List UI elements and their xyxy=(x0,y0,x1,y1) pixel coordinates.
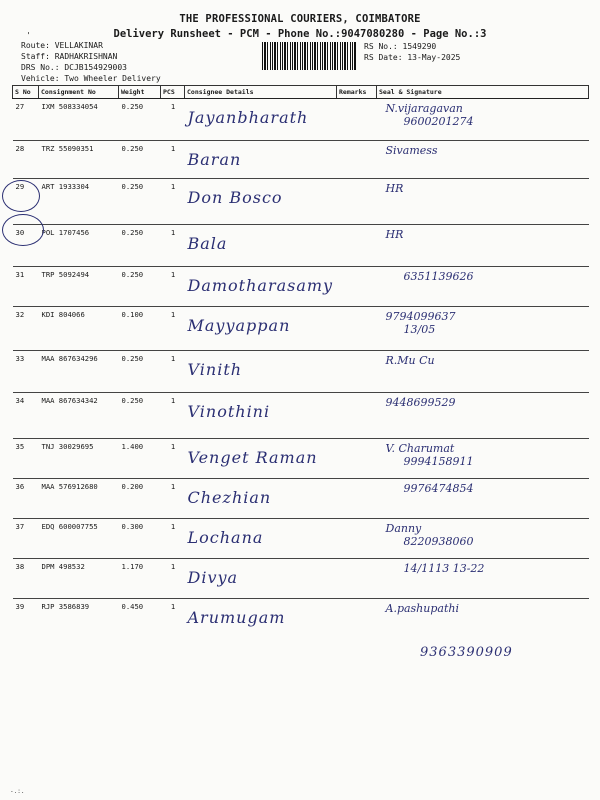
table-row xyxy=(13,439,589,479)
table-row xyxy=(13,599,589,639)
column-header: Seal & Signature xyxy=(377,86,589,99)
seal-signature-cell xyxy=(377,307,589,351)
weight-cell: 0.250 xyxy=(119,267,161,307)
ink-circle xyxy=(2,214,44,246)
handwritten-consignee-name: Lochana xyxy=(187,528,264,547)
runsheet-meta-right xyxy=(364,41,460,63)
column-header: Consignment No xyxy=(39,86,119,99)
pieces-cell: 1 xyxy=(161,479,185,519)
weight-cell: 0.100 xyxy=(119,307,161,351)
remarks-cell xyxy=(337,141,377,179)
table-body xyxy=(13,99,589,639)
consignee-details-cell xyxy=(185,439,337,479)
consignment-number-cell: TNJ 30029695 xyxy=(39,439,119,479)
consignment-number-cell: MAA 867634342 xyxy=(39,393,119,439)
seal-signature-cell xyxy=(377,141,589,179)
consignee-details-cell xyxy=(185,351,337,393)
handwritten-consignee-name: Vinothini xyxy=(187,402,271,421)
remarks-cell xyxy=(337,559,377,599)
serial-number-cell: 32 xyxy=(13,307,39,351)
consignee-details-cell xyxy=(185,599,337,639)
serial-number-cell: 30 xyxy=(13,225,39,267)
handwritten-signature-line: 6351139626 xyxy=(403,270,474,283)
consignment-number-cell: IXM 508334054 xyxy=(39,99,119,141)
remarks-cell xyxy=(337,439,377,479)
seal-signature-cell xyxy=(377,351,589,393)
serial-number-cell: 34 xyxy=(13,393,39,439)
handwritten-signature-line: 8220938060 xyxy=(403,535,474,548)
ink-circle xyxy=(2,180,40,212)
page-subtitle: Delivery Runsheet - PCM - Phone No.:9047080280 - Page No.:3 xyxy=(113,28,487,40)
serial-number-cell: 39 xyxy=(13,599,39,639)
handwritten-signature-line: Danny xyxy=(385,522,422,535)
rs-number-field: RS No.: 1549290 xyxy=(364,42,437,51)
tick-mark: ' xyxy=(26,31,31,40)
consignment-number-cell: KDI 804066 xyxy=(39,307,119,351)
table-row xyxy=(13,99,589,141)
weight-cell: 0.250 xyxy=(119,141,161,179)
handwritten-signature-line: V. Charumat xyxy=(385,442,455,455)
weight-cell: 0.250 xyxy=(119,351,161,393)
weight-cell: 0.250 xyxy=(119,225,161,267)
serial-number-cell: 27 xyxy=(13,99,39,141)
handwritten-consignee-name: Damotharasamy xyxy=(187,276,334,295)
vehicle-field: Vehicle: Two Wheeler Delivery xyxy=(21,74,161,83)
pieces-cell: 1 xyxy=(161,179,185,225)
consignee-details-cell xyxy=(185,267,337,307)
handwritten-consignee-name: Arumugam xyxy=(187,608,286,627)
table-row xyxy=(13,479,589,519)
handwritten-signature-line: 14/1113 13-22 xyxy=(403,562,485,575)
handwritten-footer-number: 9363390909 xyxy=(420,645,513,660)
remarks-cell xyxy=(337,307,377,351)
staff-field: Staff: RADHAKRISHNAN xyxy=(21,52,118,61)
runsheet-meta-left xyxy=(21,40,161,84)
handwritten-signature-line: 9794099637 xyxy=(385,310,456,323)
column-header: Remarks xyxy=(337,86,377,99)
remarks-cell xyxy=(337,599,377,639)
handwritten-consignee-name: Mayyappan xyxy=(187,316,291,335)
serial-number-cell: 35 xyxy=(13,439,39,479)
consignment-number-cell: MAA 867634296 xyxy=(39,351,119,393)
remarks-cell xyxy=(337,519,377,559)
handwritten-signature-line: 9976474854 xyxy=(403,482,474,495)
handwritten-signature-line: 9994158911 xyxy=(403,455,474,468)
weight-cell: 0.250 xyxy=(119,99,161,141)
barcode xyxy=(262,42,357,70)
column-header: PCS xyxy=(161,86,185,99)
consignee-details-cell xyxy=(185,393,337,439)
consignee-details-cell xyxy=(185,179,337,225)
handwritten-consignee-name: Don Bosco xyxy=(187,188,283,207)
consignment-number-cell: RJP 3586839 xyxy=(39,599,119,639)
handwritten-signature-line: N.vijaragavan xyxy=(385,102,463,115)
weight-cell: 1.400 xyxy=(119,439,161,479)
table-row xyxy=(13,519,589,559)
handwritten-signature-line: 9448699529 xyxy=(385,396,456,409)
remarks-cell xyxy=(337,99,377,141)
consignment-number-cell: DPM 498532 xyxy=(39,559,119,599)
consignee-details-cell xyxy=(185,225,337,267)
remarks-cell xyxy=(337,479,377,519)
table-row xyxy=(13,351,589,393)
serial-number-cell: 29 xyxy=(13,179,39,225)
rs-date-field: RS Date: 13-May-2025 xyxy=(364,53,461,62)
column-header: Weight xyxy=(119,86,161,99)
serial-number-cell: 37 xyxy=(13,519,39,559)
handwritten-signature-line: HR xyxy=(385,228,404,241)
pieces-cell: 1 xyxy=(161,307,185,351)
weight-cell: 0.450 xyxy=(119,599,161,639)
seal-signature-cell xyxy=(377,99,589,141)
serial-number-cell: 38 xyxy=(13,559,39,599)
handwritten-consignee-name: Bala xyxy=(187,234,228,253)
consignee-details-cell xyxy=(185,559,337,599)
pieces-cell: 1 xyxy=(161,99,185,141)
corner-mark: -.:. xyxy=(10,788,25,795)
handwritten-signature-line: R.Mu Cu xyxy=(385,354,435,367)
table-row xyxy=(13,141,589,179)
pieces-cell: 1 xyxy=(161,559,185,599)
remarks-cell xyxy=(337,225,377,267)
handwritten-signature-line: 13/05 xyxy=(403,323,436,336)
column-header: Consignee Details xyxy=(185,86,337,99)
consignee-details-cell xyxy=(185,99,337,141)
remarks-cell xyxy=(337,393,377,439)
pieces-cell: 1 xyxy=(161,351,185,393)
weight-cell: 0.200 xyxy=(119,479,161,519)
route-field: Route: VELLAKINAR xyxy=(21,41,103,50)
consignee-details-cell xyxy=(185,479,337,519)
serial-number-cell: 31 xyxy=(13,267,39,307)
pieces-cell: 1 xyxy=(161,141,185,179)
handwritten-signature-line: 9600201274 xyxy=(403,115,474,128)
serial-number-cell: 36 xyxy=(13,479,39,519)
weight-cell: 1.170 xyxy=(119,559,161,599)
seal-signature-cell xyxy=(377,559,589,599)
consignment-number-cell: EDQ 600007755 xyxy=(39,519,119,559)
weight-cell: 0.250 xyxy=(119,179,161,225)
seal-signature-cell xyxy=(377,439,589,479)
handwritten-consignee-name: Baran xyxy=(187,150,242,169)
consignee-details-cell xyxy=(185,307,337,351)
table-row xyxy=(13,393,589,439)
consignment-number-cell: POL 1707456 xyxy=(39,225,119,267)
handwritten-signature-line: HR xyxy=(385,182,404,195)
table-row xyxy=(13,267,589,307)
pieces-cell: 1 xyxy=(161,267,185,307)
pieces-cell: 1 xyxy=(161,225,185,267)
weight-cell: 0.250 xyxy=(119,393,161,439)
handwritten-consignee-name: Vinith xyxy=(187,360,243,379)
seal-signature-cell xyxy=(377,225,589,267)
drs-field: DRS No.: DCJB154929003 xyxy=(21,63,127,72)
table-row xyxy=(13,225,589,267)
runsheet-table xyxy=(12,85,589,639)
pieces-cell: 1 xyxy=(161,599,185,639)
handwritten-consignee-name: Venget Raman xyxy=(187,448,318,467)
remarks-cell xyxy=(337,267,377,307)
handwritten-consignee-name: Jayanbharath xyxy=(187,108,309,127)
table-row xyxy=(13,307,589,351)
seal-signature-cell xyxy=(377,267,589,307)
consignee-details-cell xyxy=(185,519,337,559)
remarks-cell xyxy=(337,351,377,393)
pieces-cell: 1 xyxy=(161,393,185,439)
handwritten-consignee-name: Divya xyxy=(187,568,239,587)
seal-signature-cell xyxy=(377,599,589,639)
handwritten-consignee-name: Chezhian xyxy=(187,488,272,507)
pieces-cell: 1 xyxy=(161,519,185,559)
serial-number-cell: 33 xyxy=(13,351,39,393)
consignment-number-cell: TRP 5092494 xyxy=(39,267,119,307)
seal-signature-cell xyxy=(377,179,589,225)
handwritten-signature-line: Sivamess xyxy=(385,144,438,157)
table-row xyxy=(13,179,589,225)
consignment-number-cell: TRZ 55090351 xyxy=(39,141,119,179)
pieces-cell: 1 xyxy=(161,439,185,479)
remarks-cell xyxy=(337,179,377,225)
table-row xyxy=(13,559,589,599)
column-header: S No xyxy=(13,86,39,99)
consignee-details-cell xyxy=(185,141,337,179)
consignment-number-cell: ART 1933304 xyxy=(39,179,119,225)
seal-signature-cell xyxy=(377,393,589,439)
seal-signature-cell xyxy=(377,519,589,559)
seal-signature-cell xyxy=(377,479,589,519)
page-title: THE PROFESSIONAL COURIERS, COIMBATORE xyxy=(179,13,421,25)
handwritten-signature-line: A.pashupathi xyxy=(385,602,459,615)
table-header-row xyxy=(13,86,589,99)
weight-cell: 0.300 xyxy=(119,519,161,559)
serial-number-cell: 28 xyxy=(13,141,39,179)
consignment-number-cell: MAA 576912680 xyxy=(39,479,119,519)
